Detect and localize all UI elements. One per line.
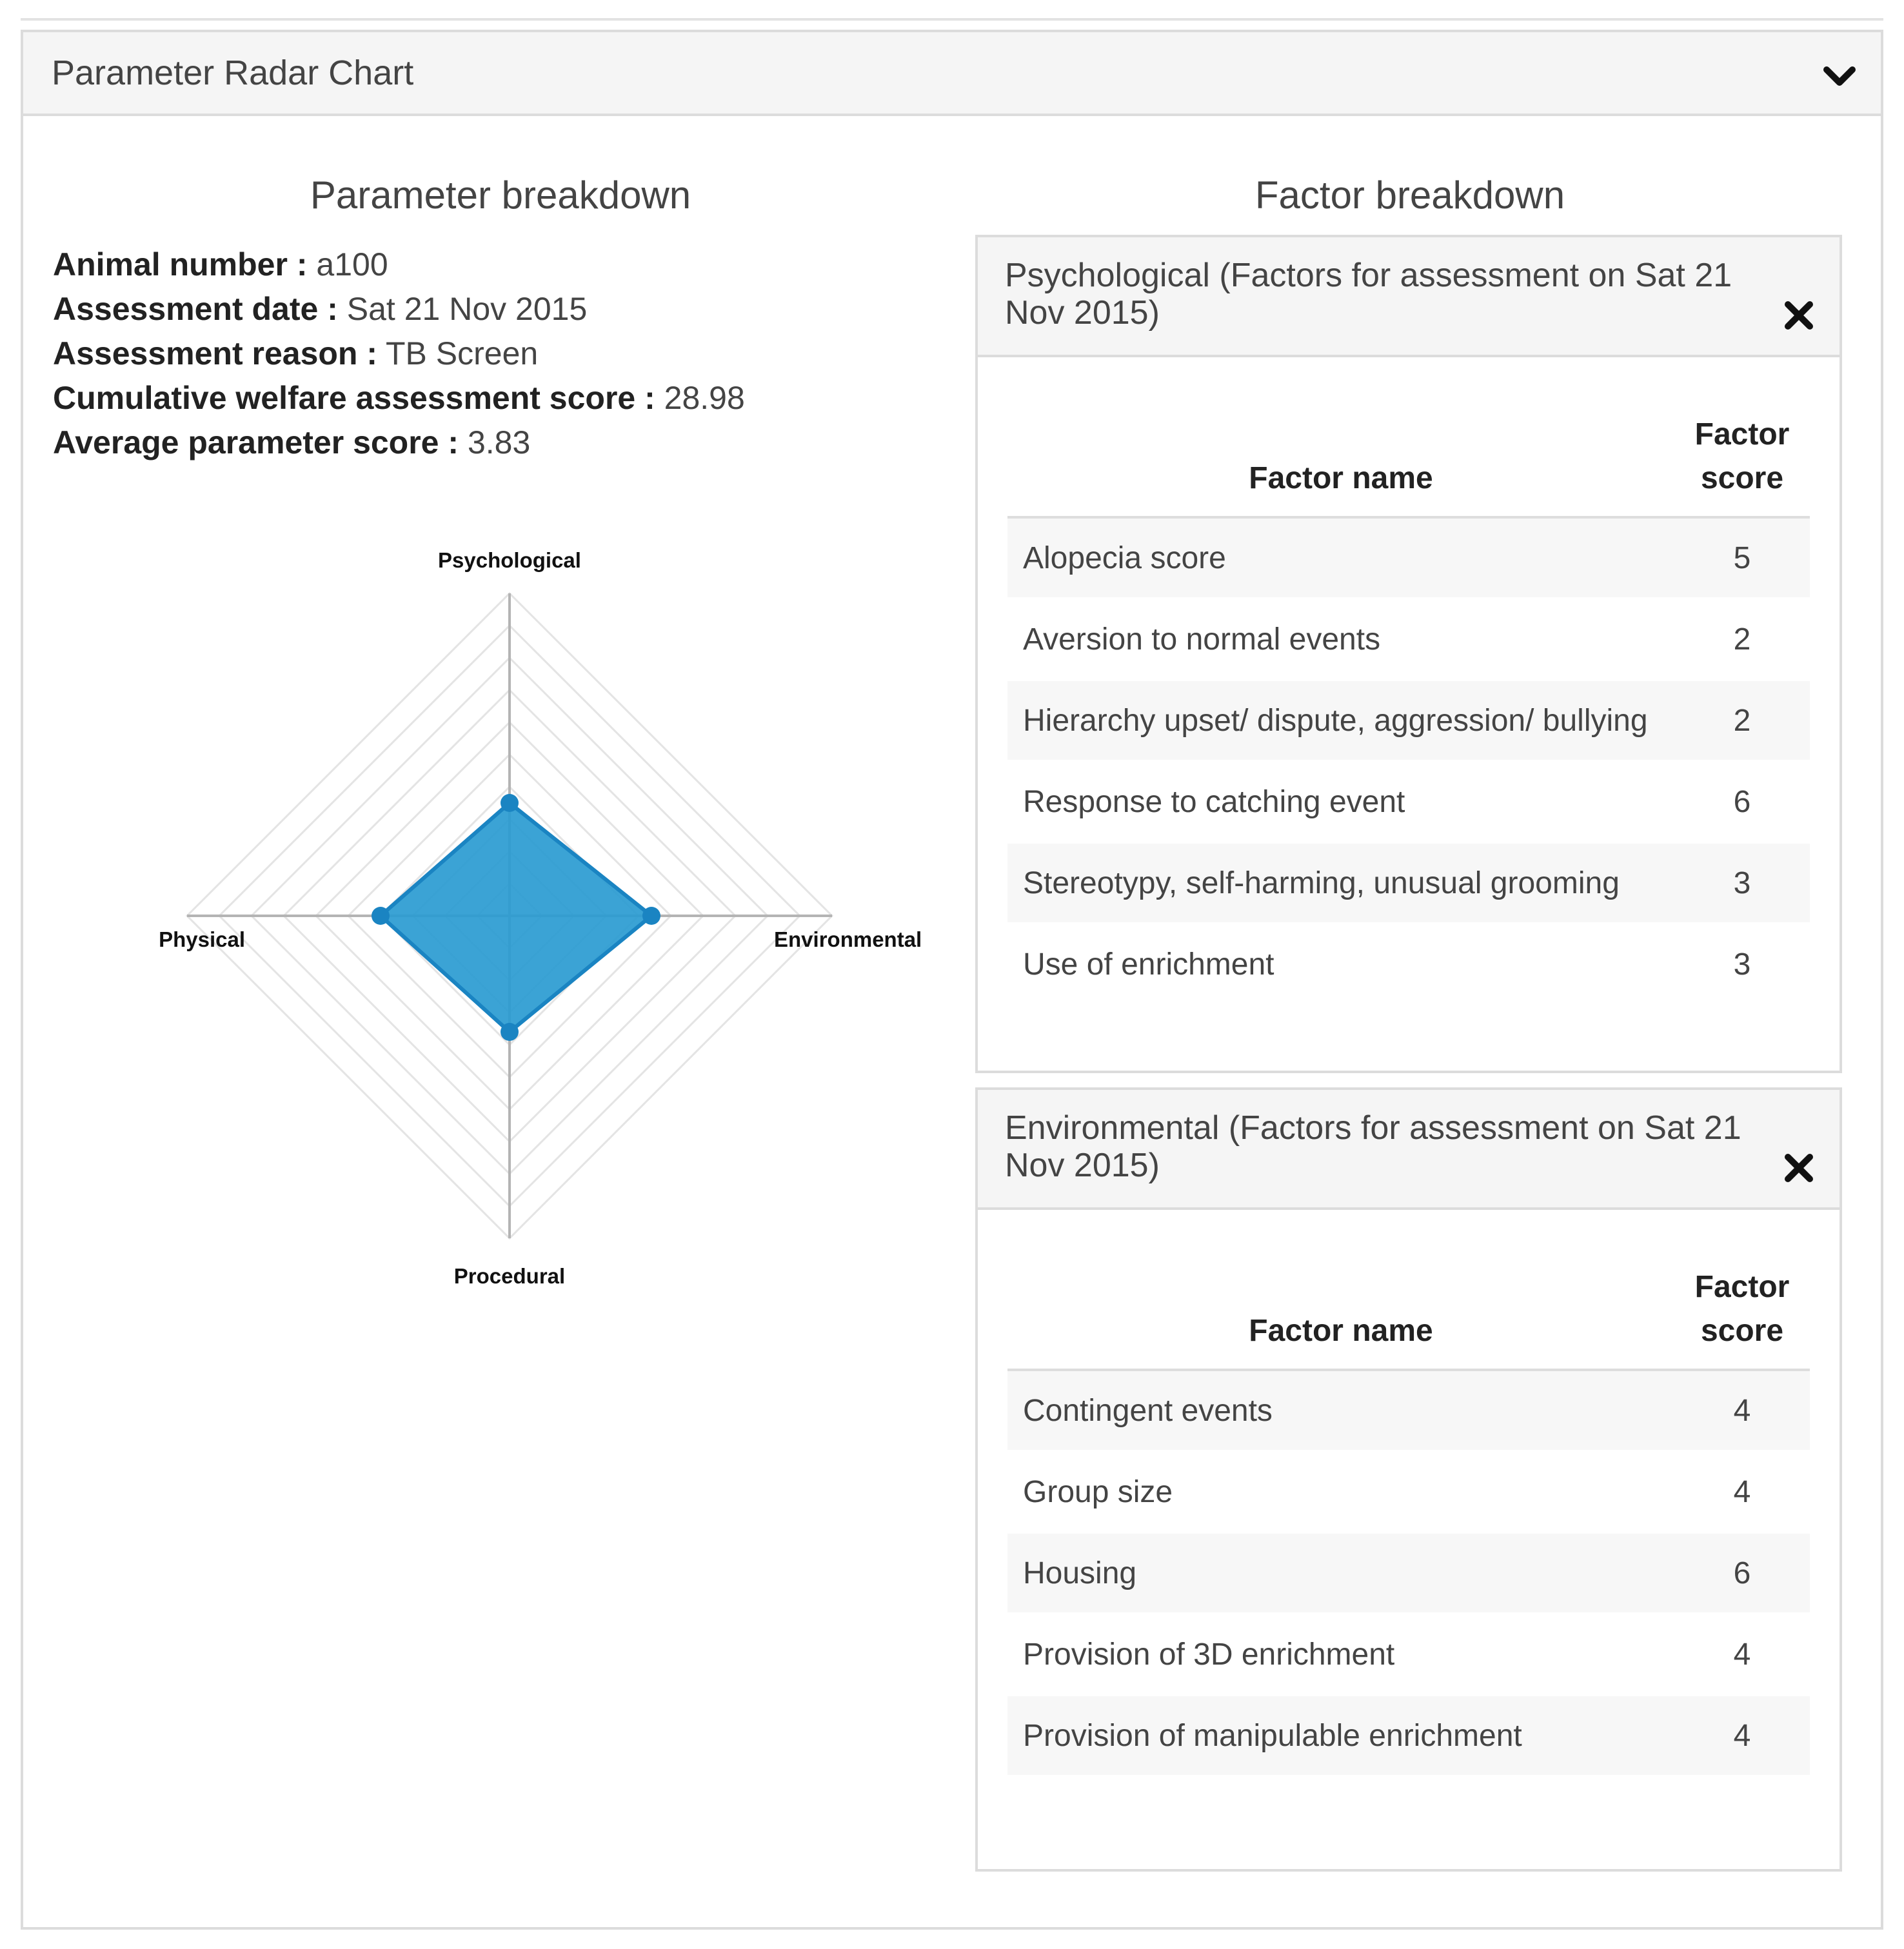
- factor-table: [1007, 413, 1810, 1006]
- table-header-row: [1007, 413, 1810, 517]
- radar-data-point: [501, 1023, 519, 1041]
- factor-name-cell: Contingent events: [1007, 1370, 1674, 1451]
- radar-axis-label: Psychological: [438, 548, 581, 572]
- radar-data-point: [501, 794, 519, 812]
- factor-name-cell: Response to catching event: [1007, 761, 1674, 842]
- factor-score-cell: 5: [1674, 517, 1810, 599]
- factor-panel-psychological: [975, 235, 1842, 1073]
- info-assessment-date: Assessment date : Sat 21 Nov 2015: [53, 291, 588, 327]
- table-row: [1007, 1370, 1810, 1451]
- factor-name-cell: Stereotypy, self-harming, unusual grooming: [1007, 842, 1674, 924]
- table-header-row: [1007, 1265, 1810, 1370]
- col-factor-name: Factor name: [1249, 1314, 1433, 1348]
- parameter-breakdown-heading: Parameter breakdown: [310, 173, 691, 217]
- col-factor-score: Factor score: [1694, 417, 1790, 495]
- radar-data-area: [381, 803, 651, 1032]
- radar-axis-label: Procedural: [453, 1264, 566, 1288]
- factor-score-cell: 4: [1674, 1370, 1810, 1451]
- info-cumulative-score: Cumulative welfare assessment score : 28.98: [53, 380, 745, 416]
- info-assessment-reason: Assessment reason : TB Screen: [53, 335, 539, 371]
- panel-header[interactable]: [23, 32, 1881, 116]
- factor-name-cell: Alopecia score: [1007, 517, 1674, 599]
- radar-data-point: [372, 907, 390, 925]
- close-icon[interactable]: [1783, 299, 1815, 331]
- factor-name-cell: Provision of manipulable enrichment: [1007, 1695, 1674, 1776]
- factor-panel-environmental: [975, 1087, 1842, 1872]
- factor-name-cell: Hierarchy upset/ dispute, aggression/ bullying: [1007, 680, 1674, 761]
- factor-score-cell: 3: [1674, 842, 1810, 924]
- col-factor-name: Factor name: [1249, 461, 1433, 495]
- table-row: [1007, 517, 1810, 599]
- panel-title: Parameter Radar Chart: [52, 54, 414, 92]
- radar-axis-label: Physical: [159, 927, 245, 951]
- table-row: [1007, 1532, 1810, 1614]
- factor-table: [1007, 1265, 1810, 1777]
- table-row: [1007, 761, 1810, 842]
- factor-name-cell: Provision of 3D enrichment: [1007, 1614, 1674, 1695]
- factor-score-cell: 4: [1674, 1695, 1810, 1776]
- info-average-score: Average parameter score : 3.83: [53, 424, 531, 460]
- factor-score-cell: 4: [1674, 1451, 1810, 1532]
- col-factor-score: Factor score: [1694, 1270, 1790, 1348]
- table-row: [1007, 1695, 1810, 1776]
- radar-axis-label: Environmental: [774, 927, 922, 951]
- table-row: [1007, 599, 1810, 680]
- factor-breakdown-heading: Factor breakdown: [1254, 173, 1565, 217]
- factor-score-cell: 2: [1674, 599, 1810, 680]
- factor-panel-header: [978, 237, 1840, 357]
- assessment-info: [53, 242, 745, 465]
- factor-score-cell: 6: [1674, 1532, 1810, 1614]
- table-row: [1007, 1614, 1810, 1695]
- factor-name-cell: Use of enrichment: [1007, 924, 1674, 1005]
- factor-score-cell: 4: [1674, 1614, 1810, 1695]
- factor-score-cell: 3: [1674, 924, 1810, 1005]
- info-animal-number: Animal number : a100: [53, 246, 388, 282]
- radar-chart: [62, 503, 939, 1316]
- table-row: [1007, 924, 1810, 1005]
- factor-panel-title: Environmental (Factors for assessment on Sat 21 Nov 2015): [1005, 1109, 1741, 1184]
- top-divider: [21, 18, 1883, 21]
- factor-panel-title: Psychological (Factors for assessment on Sat 21 Nov 2015): [1005, 257, 1732, 331]
- factor-panel-header: [978, 1090, 1840, 1210]
- parameter-radar-panel: [21, 30, 1883, 1930]
- close-icon[interactable]: [1783, 1152, 1815, 1184]
- chevron-down-icon[interactable]: [1821, 58, 1858, 94]
- table-row: [1007, 842, 1810, 924]
- factor-name-cell: Group size: [1007, 1451, 1674, 1532]
- factor-score-cell: 6: [1674, 761, 1810, 842]
- factor-name-cell: Aversion to normal events: [1007, 599, 1674, 680]
- table-row: [1007, 1451, 1810, 1532]
- radar-data-point: [642, 907, 660, 925]
- table-row: [1007, 680, 1810, 761]
- factor-name-cell: Housing: [1007, 1532, 1674, 1614]
- factor-score-cell: 2: [1674, 680, 1810, 761]
